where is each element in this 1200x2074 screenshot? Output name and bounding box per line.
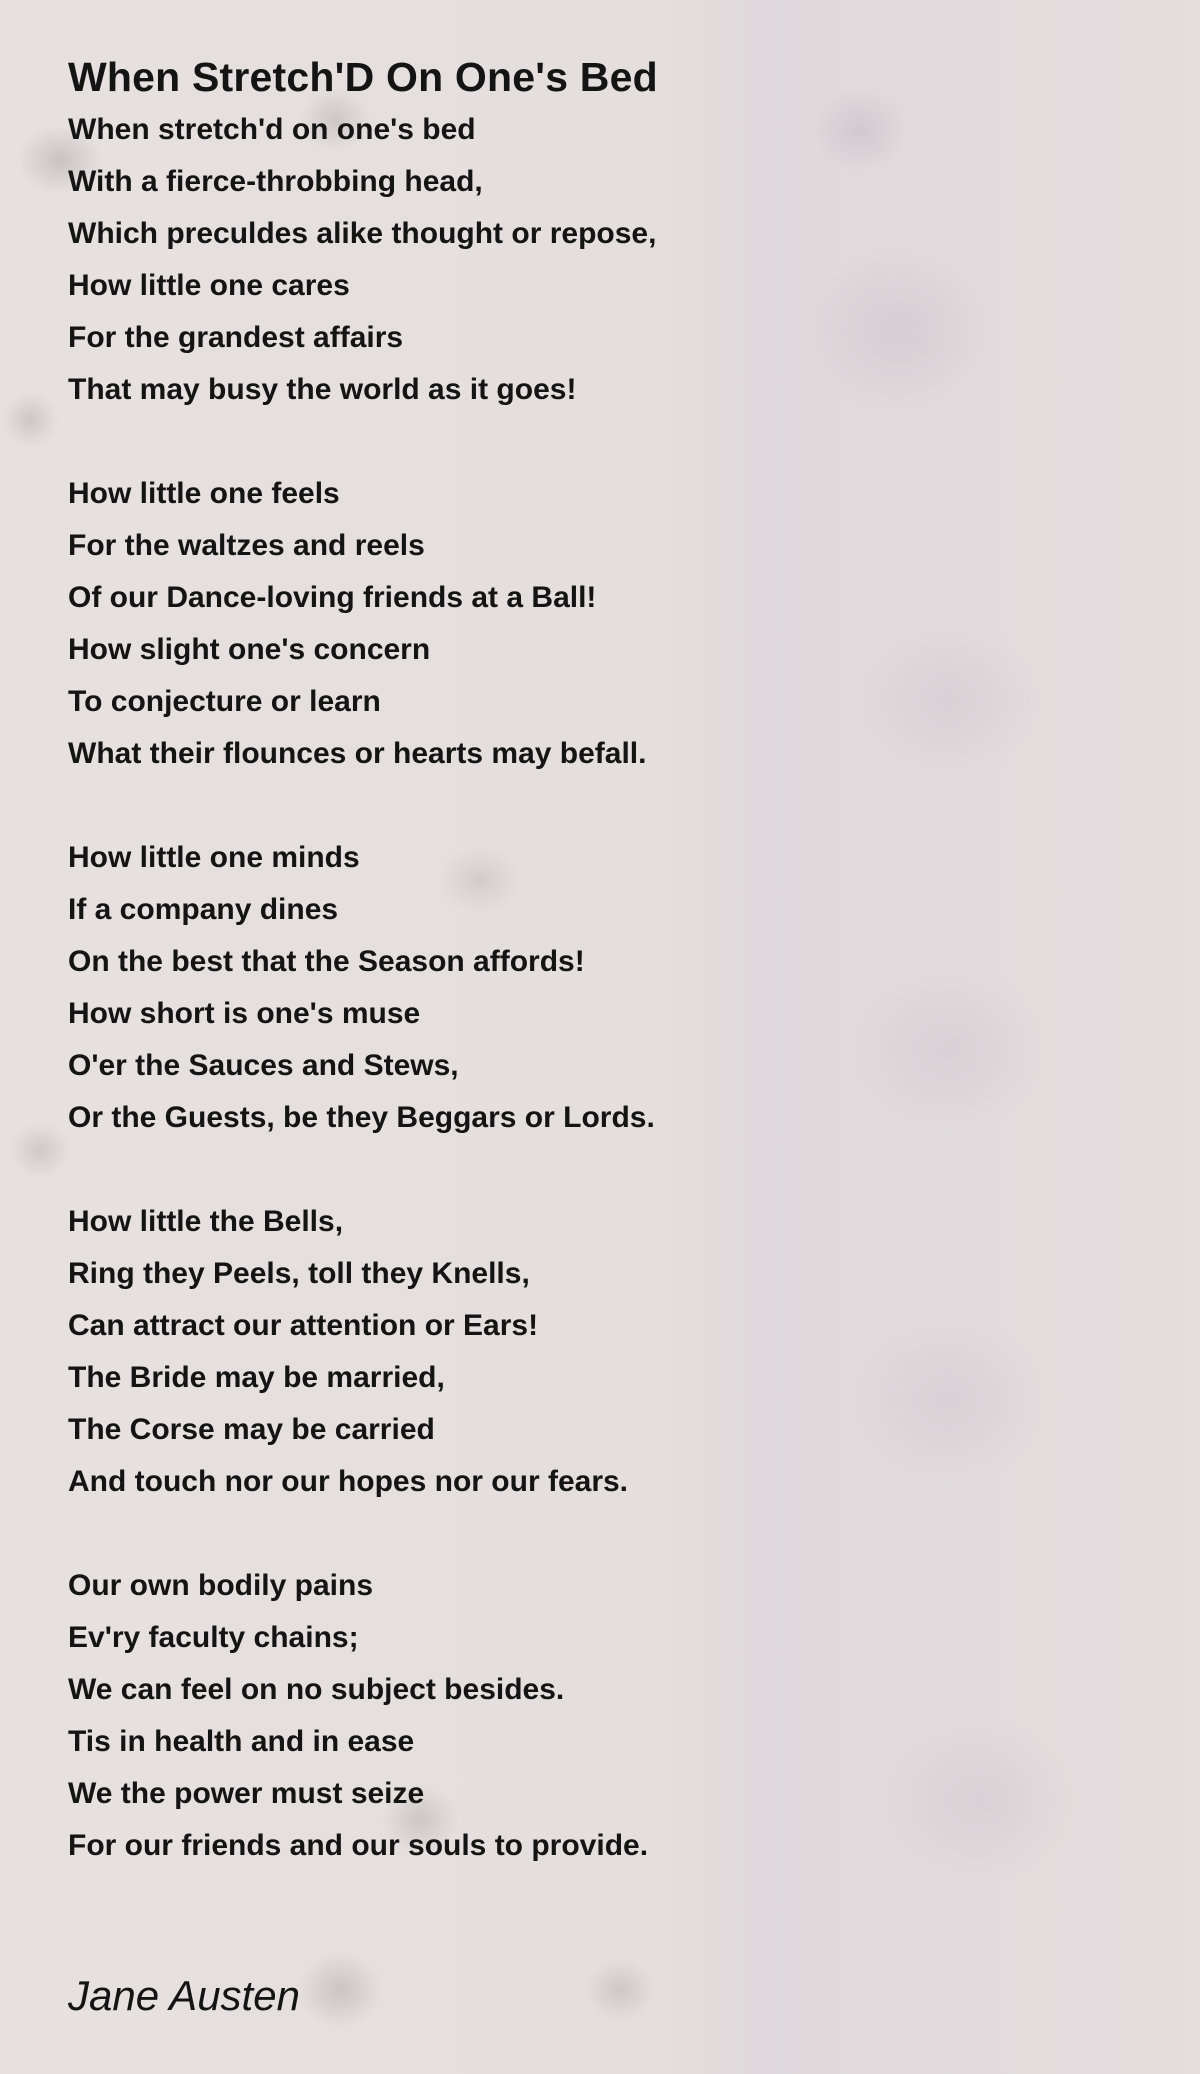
- poem-line: With a fierce-throbbing head,: [68, 165, 483, 198]
- poem-line: How slight one's concern: [68, 633, 431, 666]
- poem-line: We can feel on no subject besides.: [68, 1673, 565, 1706]
- poem-line: And touch nor our hopes nor our fears.: [68, 1465, 629, 1498]
- poem-line: On the best that the Season affords!: [68, 945, 585, 978]
- poem-line: O'er the Sauces and Stews,: [68, 1049, 459, 1082]
- poem-line: Can attract our attention or Ears!: [68, 1309, 539, 1342]
- poem-line: Ev'ry faculty chains;: [68, 1621, 359, 1654]
- stanza-4: [68, 1196, 1128, 1508]
- poem-line: What their flounces or hearts may befall.: [68, 737, 647, 770]
- poem-line: The Bride may be married,: [68, 1361, 445, 1394]
- poem-line: Tis in health and in ease: [68, 1725, 415, 1758]
- poem-line: When stretch'd on one's bed: [68, 113, 476, 146]
- poem-line: For the grandest affairs: [68, 321, 404, 354]
- poem-line: Which preculdes alike thought or repose,: [68, 217, 657, 250]
- poem-line: How little the Bells,: [68, 1205, 344, 1238]
- stanza-3: [68, 832, 1128, 1144]
- poem-author: Jane Austen: [68, 1972, 300, 2019]
- poem-line: To conjecture or learn: [68, 685, 381, 718]
- stanza-2: [68, 468, 1128, 780]
- poem-title: When Stretch'D On One's Bed: [68, 54, 658, 100]
- poem-container: [68, 48, 1128, 1940]
- poem-line: For the waltzes and reels: [68, 529, 425, 562]
- stanza-1: [68, 104, 1128, 416]
- poem-line: Ring they Peels, toll they Knells,: [68, 1257, 530, 1290]
- poem-line: Or the Guests, be they Beggars or Lords.: [68, 1101, 655, 1134]
- poem-line: Our own bodily pains: [68, 1569, 374, 1602]
- poem-body: [68, 113, 1128, 1940]
- poem-line: How little one minds: [68, 841, 360, 874]
- poem-line: How little one cares: [68, 269, 350, 302]
- poem-line: Of our Dance-loving friends at a Ball!: [68, 581, 597, 614]
- poem-line: How little one feels: [68, 477, 340, 510]
- stanza-5: [68, 1560, 1128, 1872]
- poem-line: That may busy the world as it goes!: [68, 373, 577, 406]
- poem-line: For our friends and our souls to provide.: [68, 1829, 649, 1862]
- poem-line: If a company dines: [68, 893, 339, 926]
- poem-line: We the power must seize: [68, 1777, 425, 1810]
- poem-line: How short is one's muse: [68, 997, 421, 1030]
- poem-line: The Corse may be carried: [68, 1413, 435, 1446]
